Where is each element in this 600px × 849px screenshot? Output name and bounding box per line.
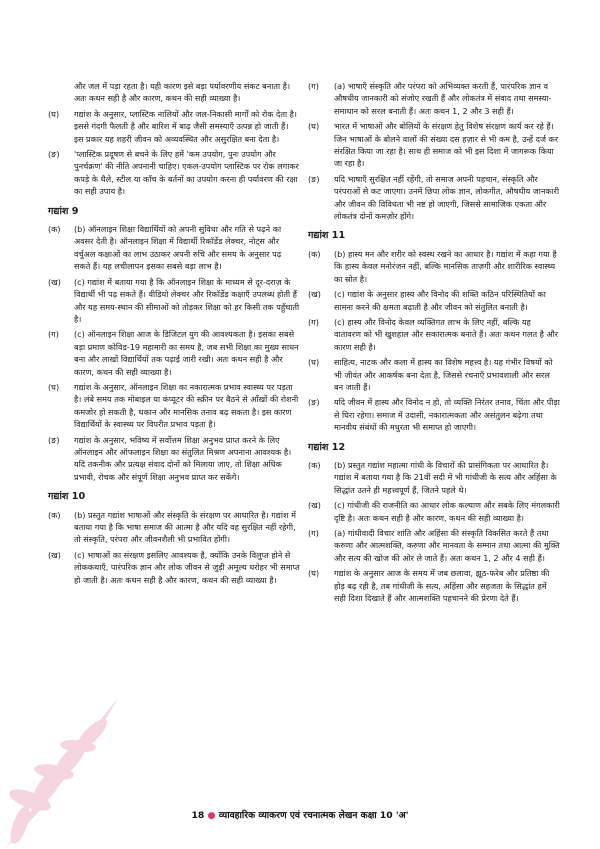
section-heading: गद्यांश 9 — [48, 205, 79, 217]
answer-label: (ख) — [308, 289, 321, 300]
answer-text: (c) गद्यांश के अनुसार हास्य और विनोद की शक्ति कठिन परिस्थितियों का सामना करने की क्षमता बढ़ाती है और जीवन को संतुलित बनाती है। — [334, 289, 546, 312]
answer-label: (क) — [308, 459, 321, 470]
page-footer — [0, 808, 600, 821]
answer-item — [48, 148, 300, 198]
answer-item — [48, 223, 300, 273]
section-heading: गद्यांश 12 — [308, 441, 346, 453]
answer-item — [48, 381, 300, 431]
answer-text: (b) ऑनलाइन शिक्षा विद्यार्थियों को अपनी सुविधा और गति से पढ़ने का अवसर देती है। ऑनलाइन शिक्षा में विद्यार्थी रिकॉर्डेड लेक्चर, नोट्स और वर्चुअल कक्षाओं का लाभ उठाकर अपनी रुचि और समय के अनुसार पढ़ सकते हैं। यह लचीलापन इसका सबसे बड़ा लाभ है। — [74, 224, 282, 272]
answer-label: (ग) — [308, 528, 319, 538]
answer-item — [308, 80, 560, 117]
answer-item — [308, 499, 560, 524]
answer-text: यदि भाषाएँ सुरक्षित नहीं रहेंगी, तो समाज अपनी पहचान, संस्कृति और परंपराओं से कट जाएगा। उनमें छिपा लोक ज्ञान, लोकगीत, औषधीय जानकारी और जीवन की विविधता भी नष्ट हो जाएगी, जिससे सामाजिक एकता और लोकतंत्र दोनों कमज़ोर होंगे। — [334, 173, 560, 222]
answer-text: (b) प्रस्तुत गद्यांश महात्मा गांधी के विचारों की प्रासंगिकता पर आधारित है। गद्यांश में बताया गया है कि 21वीं सदी में भी गांधीजी के सत्य और अहिंसा के सिद्धांत उतने ही महत्त्वपूर्ण हैं, जितने पहले थे। — [334, 459, 557, 495]
answer-item — [308, 120, 560, 170]
answer-text: 'प्लास्टिक प्रदूषण से बचने के लिए हमें 'कम उपयोग, पुनः उपयोग और पुनर्चक्रण' की नीति अपनानी चाहिए। एकल-उपयोग प्लास्टिक पर रोक लगाकर कपड़े के थैले, स्टील या काँच के बर्तनों का उपयोग करना ही पर्यावरण की रक्षा का सही उपाय है। — [74, 149, 299, 197]
answer-label: (घ) — [48, 381, 60, 392]
section-heading: गद्यांश 11 — [308, 230, 346, 242]
left-column — [48, 80, 300, 589]
answer-item — [48, 509, 300, 546]
answer-text: गद्यांश के अनुसार, प्लास्टिक नालियों और जल-निकासी मार्गों को रोक देता है। इससे गंदगी फैलती है और बारिश में बाढ़ जैसी समस्याएँ उत्पन्न हो जाती हैं। इस प्रकार यह शहरी जीवन को अव्यवस्थित और असुरक्षित बना देता है। — [74, 108, 297, 144]
answer-text: (b) प्रस्तुत गद्यांश भाषाओं और संस्कृति के संरक्षण पर आधारित है। गद्यांश में बताया गया है कि भाषा समाज की आत्मा है और यदि वह सुरक्षित नहीं रहेगी, तो संस्कृति, परंपरा और जीवनशैली भी प्रभावित होंगी। — [74, 509, 296, 545]
answer-item — [48, 328, 300, 378]
answer-text: (c) हास्य और विनोद केवल व्यक्तिगत लाभ के लिए नहीं, बल्कि यह वातावरण को भी खुशहाल और सकारात्मक बनाते हैं। अतः कथन गलत है और कारण सही है। — [334, 316, 559, 352]
right-column — [308, 80, 560, 607]
answer-text: साहित्य, नाटक और कला में हास्य का विशेष महत्त्व है। यह गंभीर विषयों को भी जीवंत और आकर्षक बना देता है, जिससे रचनाएँ प्रभावशाली और सरल बन जाती हैं। — [334, 357, 553, 392]
answer-label: (घ) — [308, 568, 320, 579]
answer-item — [308, 316, 560, 353]
answer-label: (क) — [308, 248, 321, 259]
answer-label: (ङ) — [308, 173, 320, 184]
book-title: व्यावहारिक व्याकरण एवं रचनात्मक लेखन कक्षा 10 'अ' — [218, 810, 409, 821]
leaf-decoration-icon — [0, 690, 130, 849]
answer-label: (ग) — [308, 81, 319, 91]
answer-text: (a) भाषाएँ संस्कृति और परंपरा को अभिव्यक्त करती हैं, पारंपरिक ज्ञान व औषधीय जानकारी को संजोए रखती हैं और लोकतंत्र में संवाद तथा समस्या-समाधान को सरल बनाती हैं। अतः कथन 1, 2 और 3 सही हैं। — [334, 81, 552, 116]
answer-item — [48, 434, 300, 484]
answer-text: गद्यांश के अनुसार, ऑनलाइन शिक्षा का नकारात्मक प्रभाव स्वास्थ्य पर पड़ता है। लंबे समय तक मोबाइल या कंप्यूटर की स्क्रीन पर बैठने से आँखों की रोशनी कमजोर हो सकती है, थकान और मानसिक तनाव बढ़ सकता है। इस कारण विद्यार्थियों के स्वास्थ्य पर विपरीत प्रभाव पड़ता है। — [74, 381, 299, 430]
answer-text: गद्यांश के अनुसार, भविष्य में सर्वोत्तम शिक्षा अनुभव प्राप्त करने के लिए ऑनलाइन और ऑफलाइन शिक्षा का संतुलित मिश्रण अपनाना आवश्यक है। यदि तकनीक और प्रत्यक्ष संवाद दोनों को मिलाया जाए, तो शिक्षा अधिक प्रभावी, रोचक और संपूर्ण शिक्षा अनुभव प्राप्त कर सकेंगे। — [74, 434, 292, 482]
answer-text: यदि जीवन में हास्य और विनोद न हो, तो व्यक्ति निरंतर तनाव, चिंता और पीड़ा से घिरा रहेगा। समाज में उदासी, नकारात्मकता और असंतुलन बढ़ेगा तथा मानवीय संबंधों की मधुरता भी समाप्त हो जाएगी। — [334, 397, 560, 433]
answer-item — [48, 549, 300, 586]
continued-paragraph: और जल में पड़ा रहता है। यही कारण इसे बड़ा पर्यावरणीय संकट बनाता है। अतः कथन सही है और कारण, कथन की सही व्याख्या है। — [74, 81, 291, 104]
answer-label: (घ) — [308, 121, 320, 132]
answer-label: (घ) — [308, 357, 320, 368]
answer-item — [308, 173, 560, 223]
answer-item — [308, 459, 560, 496]
answer-item — [308, 288, 560, 313]
answer-label: (ख) — [48, 549, 61, 560]
answer-text: (a) गांधीवादी विचार शांति और अहिंसा की संस्कृति विकसित करते हैं तथा करुणा और आत्मशक्ति, करुणा और मानवता के सम्मान तथा आत्मा की मुक्ति और सत्य की खोज की ओर ले जाते हैं। अतः कथन 1, 2 और 4 सही हैं। — [334, 528, 560, 563]
answer-label: (ख) — [48, 276, 61, 287]
answer-item — [308, 356, 560, 393]
page-number: 18 — [191, 810, 205, 821]
answer-text: (c) गद्यांश में बताया गया है कि ऑनलाइन शिक्षा के माध्यम से दूर-दराज़ के विद्यार्थी भी पढ़ सकते हैं। वीडियो लेक्चर और रिकॉर्डेड कक्षाएँ उपलब्ध होती हैं और यह समय-स्थान की सीमाओं को तोड़कर शिक्षा को हर किसी तक पहुँचाती है। — [74, 276, 300, 324]
answer-text: (b) हास्य मन और शरीर को स्वस्थ रखने का आधार है। गद्यांश में कहा गया है कि हास्य केवल मनोरंजन नहीं, बल्कि मानसिक ताज़गी और शारीरिक स्वास्थ्य का स्रोत है। — [334, 248, 557, 284]
answer-item — [308, 248, 560, 285]
answer-label: (ख) — [308, 500, 321, 511]
answer-label: (ग) — [48, 329, 59, 340]
answer-text: गद्यांश के अनुसार आज के समय में जब छलावा, झूठ-फरेब और प्रतिष्ठा की होड़ बढ़ रही है, तब गांधीजी के सत्य, अहिंसा और सहजता के सिद्धांत हमें सही दिशा दिखाते हैं और आत्मशक्ति पहचानने की प्रेरणा देते हैं। — [334, 568, 550, 604]
bullet-icon: ● — [207, 810, 216, 821]
answer-label: (ग) — [308, 316, 319, 327]
answer-item — [308, 527, 560, 564]
answer-item — [48, 276, 300, 326]
answer-label: (ङ) — [308, 397, 320, 408]
answer-text: (c) भाषाओं का संरक्षण इसलिए आवश्यक है, क्योंकि उनके विलुप्त होने से लोककथाएँ, पारंपरिक ज्ञान और लोक जीवन से जुड़ी अमूल्य धरोहर भी समाप्त हो जाती है। अतः कथन सही है और कारण, कथन की सही व्याख्या है। — [74, 549, 300, 585]
answer-label: (क) — [48, 509, 61, 520]
section-heading: गद्यांश 10 — [48, 491, 86, 503]
answer-text: (c) ऑनलाइन शिक्षा आज के डिजिटल युग की आवश्यकता है। इसका सबसे बड़ा प्रमाण कोविड-19 महामारी का समय है, जब सभी शिक्षा का मुख्य साधन बना और लाखों विद्यार्थियों तक पढ़ाई जारी रखी। अतः कथन सही है और कारण, कथन की सही व्याख्या है। — [74, 329, 299, 377]
answer-label: (क) — [48, 224, 61, 235]
answer-text: भारत में भाषाओं और बोलियों के संरक्षण हेतु विशेष संरक्षण कार्य कर रहे हैं। जिन भाषाओं के बोलने वालों की संख्या दस हज़ार से भी कम है, उन्हें दर्ज कर संरक्षित किया जा रहा है। साथ ही समाज को भी इस दिशा में जागरूक किया जा रहा है। — [334, 121, 559, 169]
answer-item — [48, 108, 300, 145]
answer-label: (ङ) — [48, 434, 60, 445]
answer-item — [308, 396, 560, 433]
answer-item — [308, 567, 560, 604]
answer-label: (ङ) — [48, 149, 60, 160]
answer-text: (c) गांधीजी की राजनीति का आधार लोक कल्याण और सबके लिए मंगलकारी दृष्टि है। अतः कथन सही है और कारण, कथन की सही व्याख्या है। — [334, 500, 560, 523]
answer-label: (घ) — [48, 108, 60, 119]
